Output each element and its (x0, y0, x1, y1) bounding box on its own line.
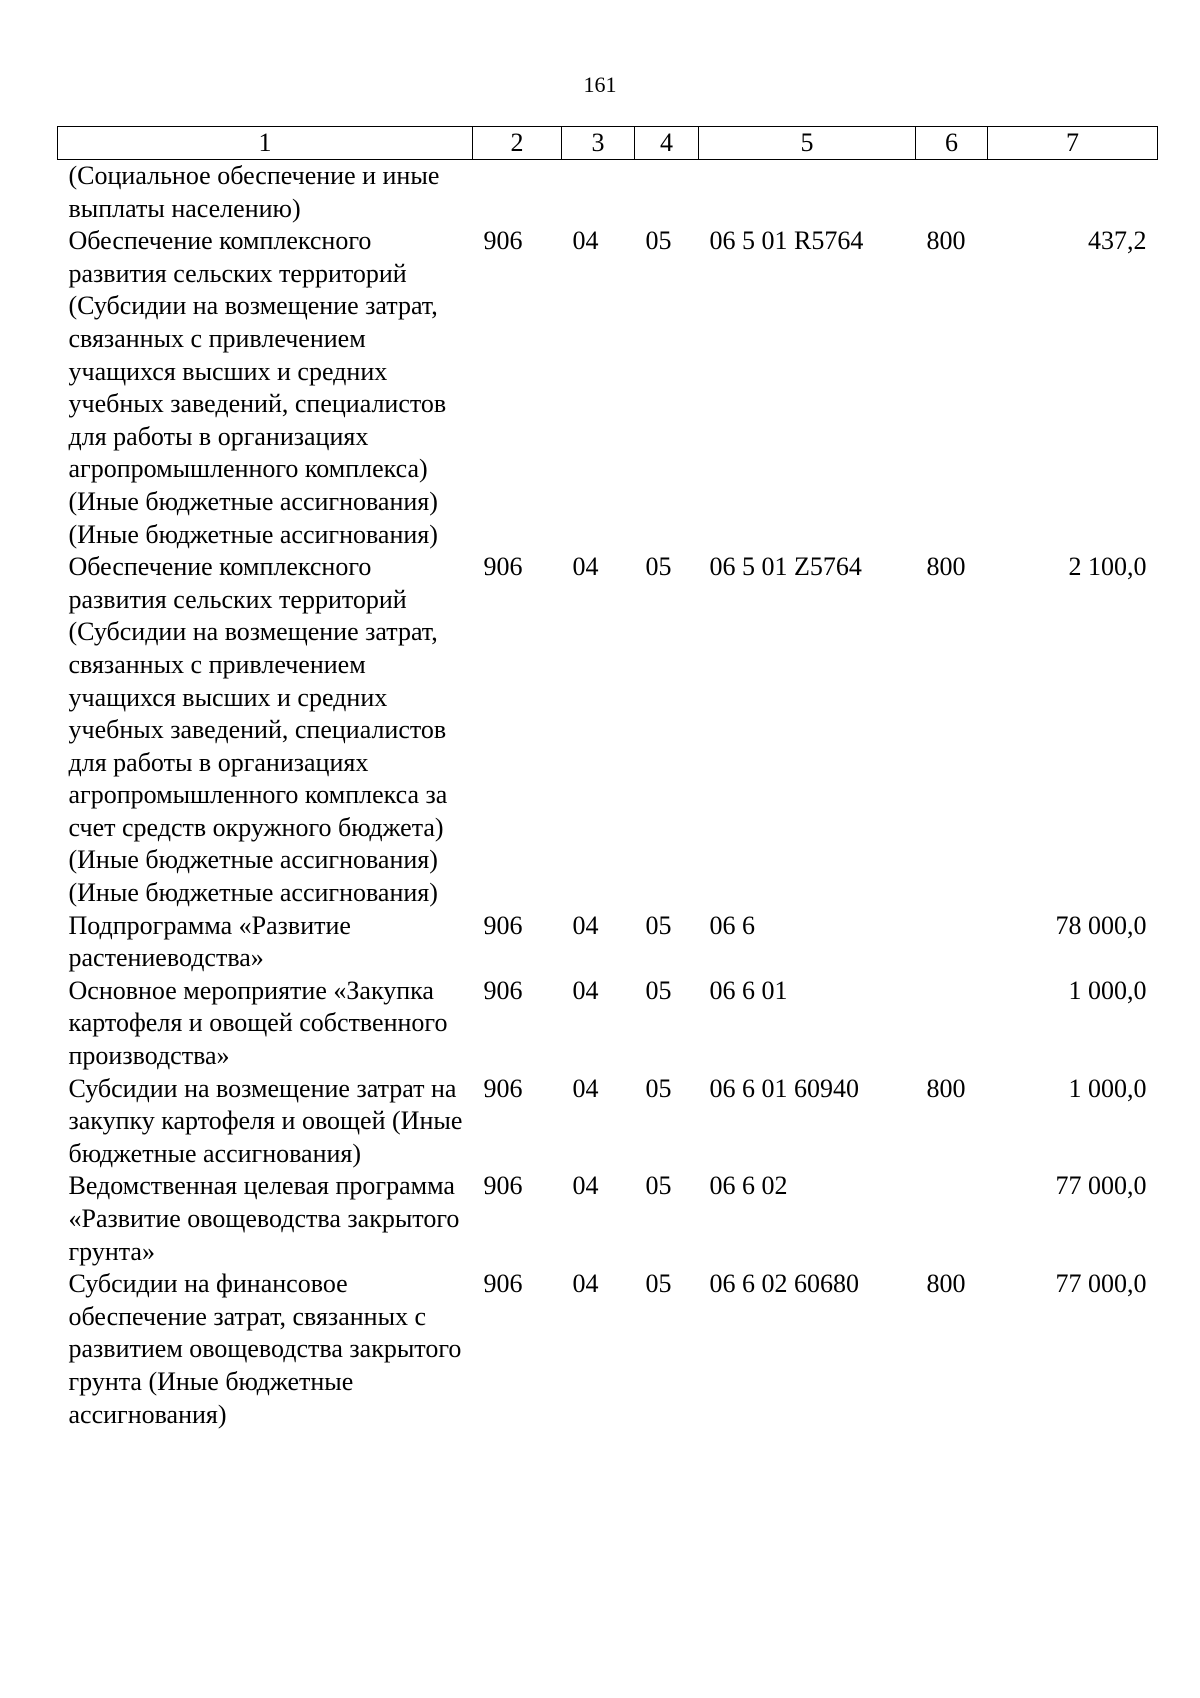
row-subsection-code: 05 (645, 1269, 672, 1299)
row-ministry-code (473, 160, 562, 226)
row-name: Субсидии на возмещение затрат на закупку картофеля и овощей (Иные бюджетные ассигнования) (68, 1073, 463, 1168)
row-expense-type (916, 1170, 988, 1268)
row-amount: 2 100,0 (1068, 552, 1147, 582)
row-subsection-code (635, 160, 699, 226)
row-amount: 1 000,0 (1068, 975, 1147, 1005)
row-ministry-code: 906 (483, 975, 523, 1005)
row-expense-type: 800 (926, 1073, 966, 1103)
row-name: Подпрограмма «Развитие растениеводства» (68, 910, 351, 973)
row-target-article: 06 6 (709, 910, 755, 940)
table-row (58, 910, 1158, 975)
row-section-code: 04 (572, 552, 599, 582)
row-subsection-code: 05 (645, 910, 672, 940)
table-row (58, 1170, 1158, 1268)
row-amount: 78 000,0 (1055, 910, 1147, 940)
row-ministry-code: 906 (483, 226, 523, 256)
row-amount: 77 000,0 (1055, 1171, 1147, 1201)
row-expense-type: 800 (926, 1269, 966, 1299)
row-amount: 77 000,0 (1055, 1269, 1147, 1299)
header-col-5: 5 (699, 127, 916, 160)
row-ministry-code: 906 (483, 1073, 523, 1103)
row-expense-type (916, 975, 988, 1073)
row-name: Субсидии на финансовое обеспечение затрат, связанных с развитием овощеводства закрытого грунта (Иные бюджетные ассигнования) (68, 1269, 462, 1429)
header-col-4: 4 (635, 127, 699, 160)
table-body (58, 160, 1158, 1432)
row-expense-type (916, 160, 988, 226)
row-section-code: 04 (572, 975, 599, 1005)
row-section-code: 04 (572, 910, 599, 940)
row-amount: 1 000,0 (1068, 1073, 1147, 1103)
row-target-article: 06 6 01 60940 (709, 1073, 859, 1103)
row-subsection-code: 05 (645, 1073, 672, 1103)
row-ministry-code: 906 (483, 910, 523, 940)
row-subsection-code: 05 (645, 975, 672, 1005)
page-number: 161 (583, 72, 617, 97)
row-ministry-code: 906 (483, 1171, 523, 1201)
table-header (58, 127, 1158, 160)
row-section-code: 04 (572, 1269, 599, 1299)
header-col-6: 6 (916, 127, 988, 160)
row-target-article: 06 6 02 (709, 1171, 788, 1201)
row-section-code: 04 (572, 1073, 599, 1103)
header-col-1: 1 (58, 127, 473, 160)
row-section-code (562, 160, 635, 226)
row-target-article: 06 6 01 (709, 975, 788, 1005)
header-col-3: 3 (562, 127, 635, 160)
header-col-2: 2 (473, 127, 562, 160)
header-col-7: 7 (988, 127, 1158, 160)
table-row (58, 551, 1158, 910)
row-subsection-code: 05 (645, 1171, 672, 1201)
row-subsection-code: 05 (645, 226, 672, 256)
table-row (58, 225, 1158, 551)
header-row (58, 127, 1158, 160)
row-amount (988, 160, 1158, 226)
row-name: (Социальное обеспечение и иные выплаты населению) (68, 161, 440, 223)
row-expense-type: 800 (926, 552, 966, 582)
row-ministry-code: 906 (483, 552, 523, 582)
row-name: Основное мероприятие «Закупка картофеля и овощей собственного производства» (68, 975, 448, 1071)
row-target-article: 06 5 01 R5764 (709, 226, 864, 256)
table-row (58, 975, 1158, 1073)
row-name: Обеспечение комплексного развития сельских территорий (Субсидии на возмещение затрат, связанных с привлечением учащихся высших и средних учебных заведений, специалистов для работы в организациях агропромышленного комплекса) (Иные бюджетные ассигнования) (Иные бюджетные ассигнования) (68, 226, 447, 549)
budget-table (57, 126, 1158, 1431)
row-amount: 437,2 (1088, 226, 1147, 256)
row-ministry-code: 906 (483, 1269, 523, 1299)
table-row (58, 1073, 1158, 1171)
row-target-article: 06 6 02 60680 (709, 1269, 859, 1299)
table-row (58, 160, 1158, 226)
row-expense-type (916, 910, 988, 975)
row-target-article: 06 5 01 Z5764 (709, 552, 862, 582)
table-row (58, 1268, 1158, 1431)
row-expense-type: 800 (926, 226, 966, 256)
row-target-article (699, 160, 916, 226)
row-section-code: 04 (572, 226, 599, 256)
row-section-code: 04 (572, 1171, 599, 1201)
row-subsection-code: 05 (645, 552, 672, 582)
row-name: Обеспечение комплексного развития сельских территорий (Субсидии на возмещение затрат, связанных с привлечением учащихся высших и средних учебных заведений, специалистов для работы в организациях агропромышленного комплекса за счет средств окружного бюджета) (Иные бюджетные ассигнования) (Иные бюджетные ассигнования) (68, 552, 448, 908)
row-name: Ведомственная целевая программа «Развитие овощеводства закрытого грунта» (68, 1171, 460, 1266)
